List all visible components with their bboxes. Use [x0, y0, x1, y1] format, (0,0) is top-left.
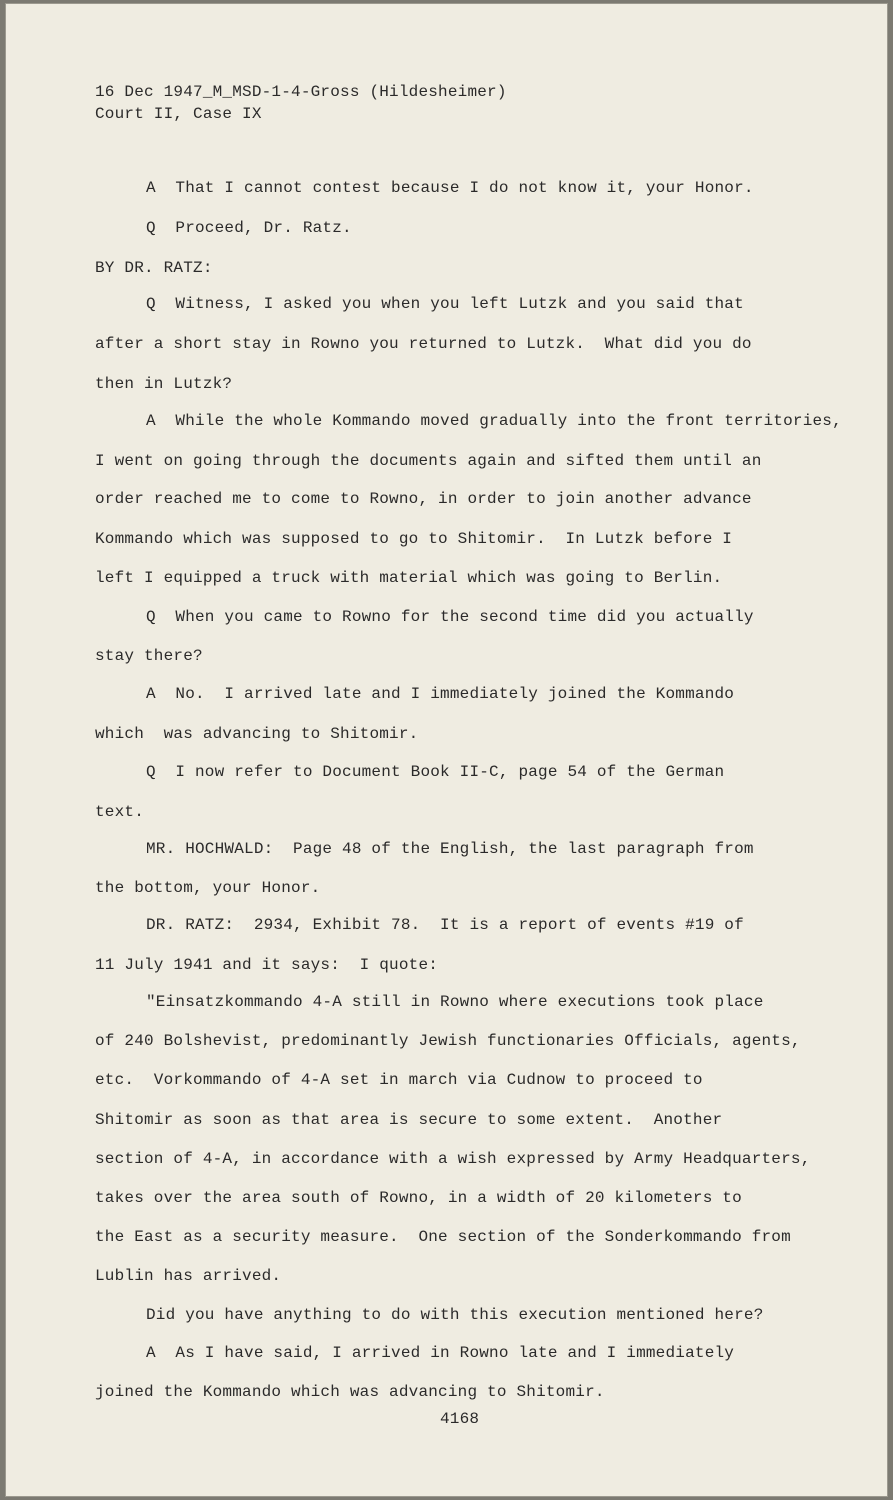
transcript-line: left I equipped a truck with material which was going to Berlin.	[95, 569, 723, 587]
transcript-line: I went on going through the documents again and sifted them until an	[95, 452, 762, 470]
transcript-line: order reached me to come to Rowno, in order to join another advance	[95, 490, 752, 508]
transcript-line: Kommando which was supposed to go to Shitomir. In Lutzk before I	[95, 530, 733, 548]
header-court: Court II, Case IX	[95, 105, 262, 123]
quote-line: "Einsatzkommando 4-A still in Rowno where executions took place	[146, 993, 764, 1011]
transcript-line: the bottom, your Honor.	[95, 879, 321, 897]
transcript-line: Q I now refer to Document Book II-C, page 54 of the German	[146, 763, 725, 781]
document-page	[6, 4, 887, 1496]
transcript-line: joined the Kommando which was advancing to Shitomir.	[95, 1383, 605, 1401]
quote-line: section of 4-A, in accordance with a wish expressed by Army Headquarters,	[95, 1150, 811, 1168]
quote-line: Shitomir as soon as that area is secure to some extent. Another	[95, 1111, 723, 1129]
transcript-line: Did you have anything to do with this execution mentioned here?	[146, 1306, 764, 1324]
quote-line: takes over the area south of Rowno, in a width of 20 kilometers to	[95, 1189, 742, 1207]
transcript-line: MR. HOCHWALD: Page 48 of the English, the last paragraph from	[146, 840, 754, 858]
transcript-line: then in Lutzk?	[95, 375, 233, 393]
quote-line: Lublin has arrived.	[95, 1267, 282, 1285]
transcript-line: Q When you came to Rowno for the second time did you actually	[146, 608, 754, 626]
quote-line: the East as a security measure. One section of the Sonderkommando from	[95, 1228, 791, 1246]
transcript-line: which was advancing to Shitomir.	[95, 725, 419, 743]
transcript-line: A That I cannot contest because I do not know it, your Honor.	[146, 179, 754, 197]
transcript-line: A As I have said, I arrived in Rowno late and I immediately	[146, 1344, 735, 1362]
transcript-line: stay there?	[95, 647, 203, 665]
transcript-line: A While the whole Kommando moved gradually into the front territories,	[146, 412, 842, 430]
quote-line: of 240 Bolshevist, predominantly Jewish functionaries Officials, agents,	[95, 1032, 801, 1050]
transcript-line: DR. RATZ: 2934, Exhibit 78. It is a report of events #19 of	[146, 916, 744, 934]
transcript-line: after a short stay in Rowno you returned to Lutzk. What did you do	[95, 335, 752, 353]
transcript-line: Q Proceed, Dr. Ratz.	[146, 219, 352, 237]
transcript-line: 11 July 1941 and it says: I quote:	[95, 956, 439, 974]
header-case-reference: 16 Dec 1947_M_MSD-1-4-Gross (Hildesheimer)	[95, 83, 507, 101]
transcript-line: text.	[95, 803, 145, 821]
quote-line: etc. Vorkommando of 4-A set in march via Cudnow to proceed to	[95, 1071, 703, 1089]
transcript-line: Q Witness, I asked you when you left Lutzk and you said that	[146, 295, 744, 313]
speaker-heading: BY DR. RATZ:	[95, 259, 213, 277]
transcript-line: A No. I arrived late and I immediately joined the Kommando	[146, 685, 735, 703]
page-number: 4168	[440, 1410, 480, 1428]
